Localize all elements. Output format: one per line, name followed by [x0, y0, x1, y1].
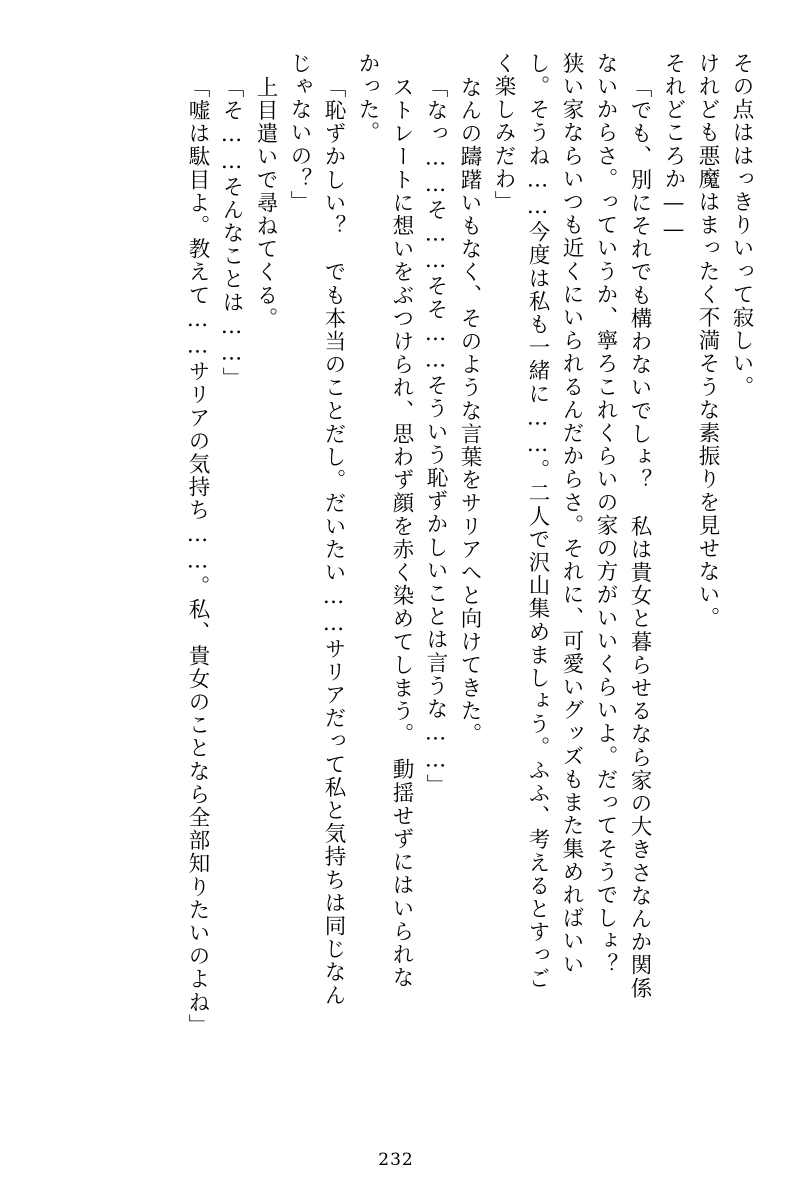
text-column: 「でも、別にそれでも構わないでしょ？ 私は貴女と暮らせるなら家の大きさなんか関係	[627, 76, 652, 1000]
text-column: ストレートに想いをぶつけられ、思わず顔を赤く染めてしまう。 動揺せずにはいられな	[389, 76, 414, 990]
text-column: 「恥ずかしい？ でも本当のことだし。だいたい……サリアだって私と気持ちは同じなん	[321, 76, 346, 1007]
text-column: 狭い家ならいつも近くにいられるんだからさ。それに、可愛いグッズもまた集めればいい	[559, 52, 584, 976]
vertical-text-body	[36, 52, 752, 1134]
text-column: じゃないの？」	[287, 52, 312, 214]
text-column: かった。	[355, 52, 380, 145]
text-column: その点ははっきりいって寂しい。	[729, 52, 754, 399]
text-column: なんの躊躇いもなく、そのような言葉をサリアへと向けてきた。	[457, 76, 482, 746]
text-column: けれども悪魔はまったく不満そうな素振りを見せない。	[695, 52, 720, 630]
text-column: それどころか——	[661, 52, 686, 244]
text-column: ないからさ。っていうか、寧ろこれくらいの家の方がいいくらいよ。だってそうでしょ？	[593, 52, 618, 976]
text-column: く楽しみだわ」	[491, 52, 516, 214]
page-number: 232	[378, 1150, 414, 1170]
text-column: 上目遣いで尋ねてくる。	[253, 76, 278, 331]
text-column: し。そうね……今度は私も一緒に……。二人で沢山集めましょう。ふふ、考えるとすっご	[525, 52, 550, 990]
text-column: 「嘘は駄目よ。教えて……サリアの気持ち……。私、貴女のことなら全部知りたいのよね」	[185, 76, 210, 1038]
text-column: 「そ……そんなことは……」	[219, 76, 244, 391]
text-column: 「なっ……そ……そそ……そういう恥ずかしいことは言うな……」	[423, 76, 448, 797]
